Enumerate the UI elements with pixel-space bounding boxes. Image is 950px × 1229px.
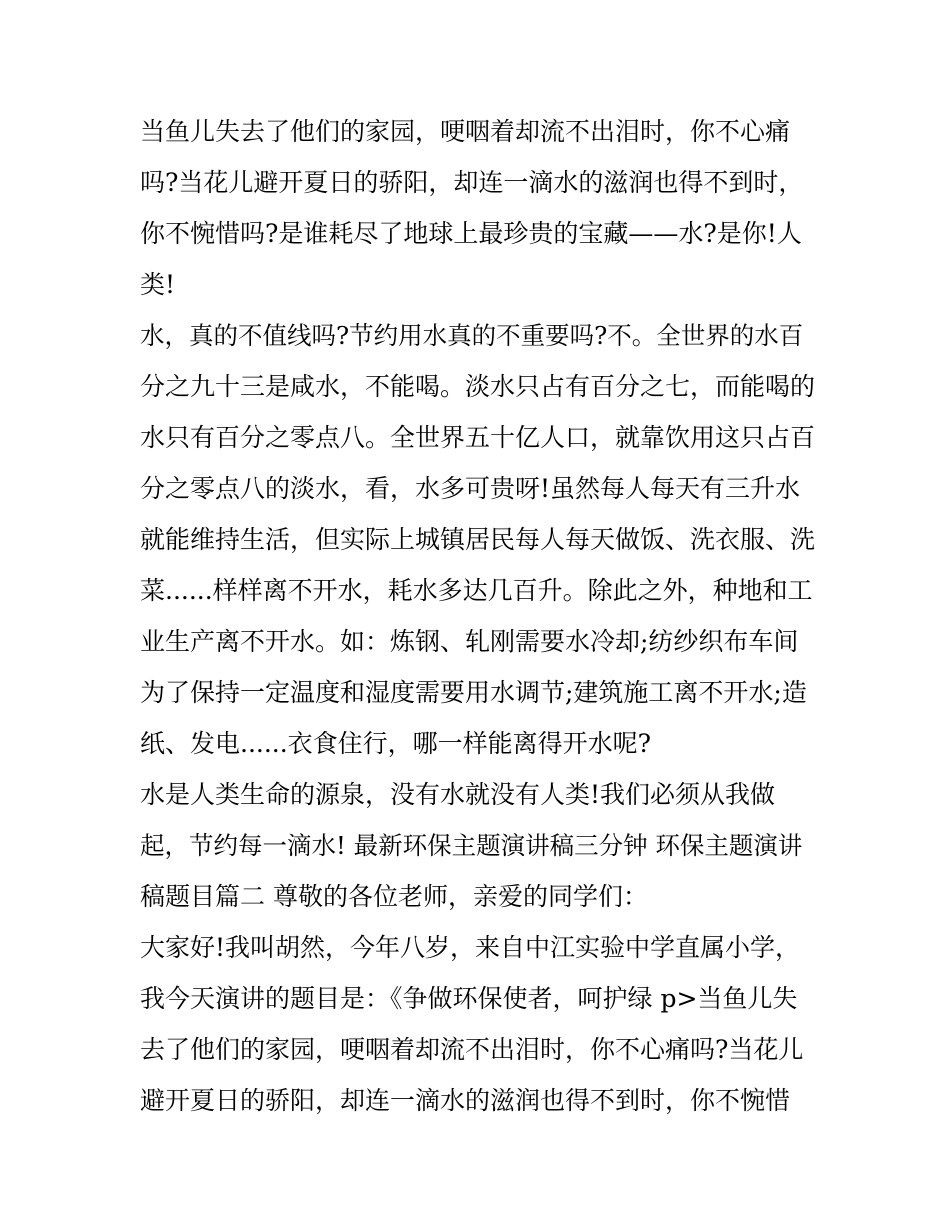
text-line-2: 吗?当花儿避开夏日的骄阳，却连一滴水的滋润也得不到时， <box>140 168 804 197</box>
text-line-6: 分之九十三是咸水，不能喝。淡水只占有百分之七，而能喝的 <box>140 372 816 401</box>
text-line-17: 大家好!我叫胡然，今年八岁，来自中江实验中学直属小学， <box>140 933 801 962</box>
text-line-12: 为了保持一定温度和湿度需要用水调节;建筑施工离不开水;造 <box>140 678 807 707</box>
document-page <box>140 106 815 1126</box>
text-line-9: 就能维持生活，但实际上城镇居民每人每天做饭、洗衣服、洗 <box>140 525 816 554</box>
text-line-14: 水是人类生命的源泉，没有水就没有人类!我们必须从我做 <box>140 780 776 809</box>
text-line-10: 菜......样样离不开水，耗水多达几百升。除此之外，种地和工 <box>140 576 813 605</box>
text-line-20: 避开夏日的骄阳，却连一滴水的滋润也得不到时，你不惋惜 <box>140 1086 791 1115</box>
text-line-18: 我今天演讲的题目是：《争做环保使者，呵护绿 p>当鱼儿失 <box>140 984 798 1013</box>
text-line-11: 业生产离不开水。如：炼钢、轧刚需要水冷却;纺纱织布车间 <box>140 627 799 656</box>
text-line-15: 起，节约每一滴水! 最新环保主题演讲稿三分钟 环保主题演讲 <box>140 831 803 860</box>
text-line-7: 水只有百分之零点八。全世界五十亿人口，就靠饮用这只占百 <box>140 423 816 452</box>
text-line-1: 当鱼儿失去了他们的家园，哽咽着却流不出泪时，你不心痛 <box>140 117 791 146</box>
text-line-13: 纸、发电......衣食住行，哪一样能离得开水呢? <box>140 729 652 758</box>
text-line-4: 类! <box>140 270 176 299</box>
text-line-3: 你不惋惜吗?是谁耗尽了地球上最珍贵的宝藏——水?是你!人 <box>140 219 802 248</box>
text-line-8: 分之零点八的淡水，看，水多可贵呀!虽然每人每天有三升水 <box>140 474 801 503</box>
text-line-19: 去了他们的家园，哽咽着却流不出泪时，你不心痛吗?当花儿 <box>140 1035 804 1064</box>
text-line-5: 水，真的不值线吗?节约用水真的不重要吗?不。全世界的水百 <box>140 321 804 350</box>
text-line-16: 稿题目篇二 尊敬的各位老师，亲爱的同学们： <box>140 882 648 911</box>
